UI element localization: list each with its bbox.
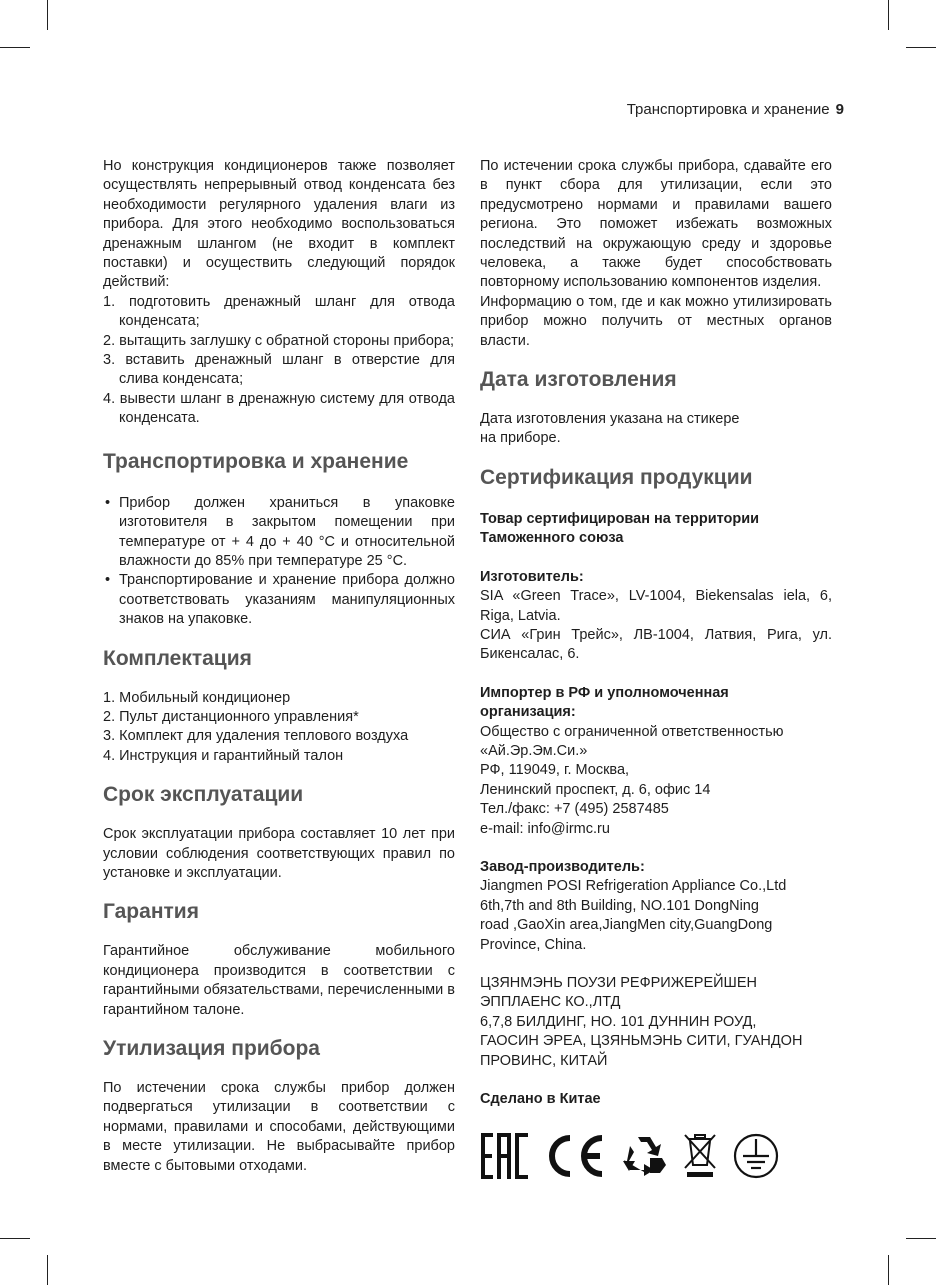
manufacture-date-line: Дата изготовления указана на стикере [480,411,740,428]
cert-statement: Товар сертифицирован на территории [480,510,760,527]
kit-list [103,689,455,767]
disposal-continued-text: По истечении срока службы прибора, сдавайте его в пункт сбора для утилизации, если это предусмотрено нормами и правилами вашего региона. Это поможет избежать возможных последствий на окружающую среду и здоровье человека, а также будет способствовать повторному использованию компонентов изделия. [480,158,832,291]
ground-icon [732,1132,780,1180]
cert-statement: Таможенного союза [480,530,624,547]
list-item: 1. Мобильный кондиционер [103,689,291,706]
importer-label: организация: [480,704,576,721]
crop-mark [0,47,30,48]
crop-mark [906,1238,936,1239]
crop-mark [888,0,889,30]
importer-line: «Ай.Эр.Эм.Си.» [480,742,588,759]
list-item: • Прибор должен храниться в упаковке изготовителя в закрытом помещении при температуре от + 4 до + 40 °C и относительной влажности до 85% при температуре 25 °C. [103,494,455,572]
running-header [627,101,844,118]
list-item: 4. Инструкция и гарантийный талон [103,747,344,764]
crop-mark [47,0,48,30]
crop-mark [888,1255,889,1285]
eac-mark-icon [480,1131,530,1181]
transport-heading: Транспортировка и хранение [103,449,409,473]
warranty-heading: Гарантия [103,900,199,924]
importer-line: РФ, 119049, г. Москва, [480,762,630,779]
factory-ru-line: 6,7,8 БИЛДИНГ, НО. 101 ДУННИН РОУД, [480,1013,757,1030]
factory-ru-line: ЭППЛАЕНС КО.,ЛТД [480,994,621,1011]
disposal-text: По истечении срока службы прибор должен подвергаться утилизации в соответствии с нормами, правилами и способами, действующими в месте утилизации. Не выбрасывайте прибор вместе с бытовыми отходами. [103,1080,455,1174]
disposal-info-text: Информацию о том, где и как можно утилизировать прибор можно получить от местных органов власти. [480,293,832,349]
importer-line: Тел./факс: +7 (495) 2587485 [480,801,669,818]
importer-line: Общество с ограниченной ответственностью [480,723,784,740]
header-section-title: Транспортировка и хранение [626,101,830,118]
factory-line: Province, China. [480,936,587,953]
factory-ru-line: ПРОВИНС, КИТАЙ [480,1052,608,1069]
certification-marks [480,1131,832,1181]
page-number: 9 [835,101,844,118]
transport-list [103,494,455,630]
importer-line: Ленинский проспект, д. 6, офис 14 [480,781,711,798]
manufacturer-label: Изготовитель: [480,568,584,585]
lifetime-heading: Срок эксплуатации [103,783,304,807]
factory-label: Завод-производитель: [480,858,645,875]
recycle-icon [620,1134,668,1178]
factory-ru-line: ГАОСИН ЭРЕА, ЦЗЯНЬМЭНЬ СИТИ, ГУАНДОН [480,1033,803,1050]
crop-mark [0,1238,30,1239]
importer-email: e-mail: info@irmc.ru [480,820,610,837]
crop-mark [906,47,936,48]
factory-line: 6th,7th and 8th Building, NO.101 DongNing [480,897,759,914]
drain-intro: Но конструкция кондиционеров также позволяет осуществлять непрерывный отвод конденсата без необходимости регулярного удаления влаги из прибора. Для этого необходимо воспользоваться дренажным шлангом (не входит в комплект поставки) и осуществить следующий порядок действий: [103,158,455,291]
disposal-heading: Утилизация прибора [103,1037,320,1060]
list-item: 3. Комплект для удаления теплового воздуха [103,728,409,745]
manufacturer-address: SIA «Green Trace», LV-1004, Biekensalas iela, 6, Riga, Latvia. [480,588,832,624]
made-in-china: Сделано в Китае [480,1091,601,1108]
list-item: 2. Пульт дистанционного управления* [103,708,359,725]
left-column [103,157,455,1176]
factory-line: Jiangmen POSI Refrigeration Appliance Co.,Ltd [480,878,787,895]
drain-steps [103,293,455,429]
factory-ru-line: ЦЗЯНМЭНЬ ПОУЗИ РЕФРИЖЕРЕЙШЕН [480,975,757,991]
list-item: 4. вывести шланг в дренажную систему для отвода конденсата. [103,390,455,427]
ce-mark-icon [544,1134,606,1178]
list-item: • Транспортирование и хранение прибора должно соответствовать указаниям манипуляционных знаков на упаковке. [103,571,455,629]
manufacture-date-heading: Дата изготовления [480,368,677,392]
weee-bin-icon [682,1132,718,1180]
manufacture-date-line: на приборе. [480,430,561,447]
manufacturer-address: СИА «Грин Трейс», ЛВ-1004, Латвия, Рига, ул. Бикенсалас, 6. [480,626,832,663]
warranty-text: Гарантийное обслуживание мобильного кондиционера производится в соответствии с гарантийными обязательствами, перечисленными в гарантийном талоне. [103,943,455,1018]
kit-heading: Комплектация [103,646,252,670]
crop-mark [47,1255,48,1285]
importer-label: Импортер в РФ и уполномоченная [480,684,729,701]
list-item: 1. подготовить дренажный шланг для отвода конденсата; [103,293,455,330]
certification-heading: Сертификация продукции [480,465,753,489]
list-item: 3. вставить дренажный шланг в отверстие для слива конденсата; [103,352,455,388]
lifetime-text: Срок эксплуатации прибора составляет 10 лет при условии соблюдения соответствующих правил по установке и эксплуатации. [103,826,455,881]
factory-line: road ,GaoXin area,JiangMen city,GuangDong [480,917,773,934]
list-item: 2. вытащить заглушку с обратной стороны прибора; [103,332,455,349]
right-column [480,157,832,1181]
